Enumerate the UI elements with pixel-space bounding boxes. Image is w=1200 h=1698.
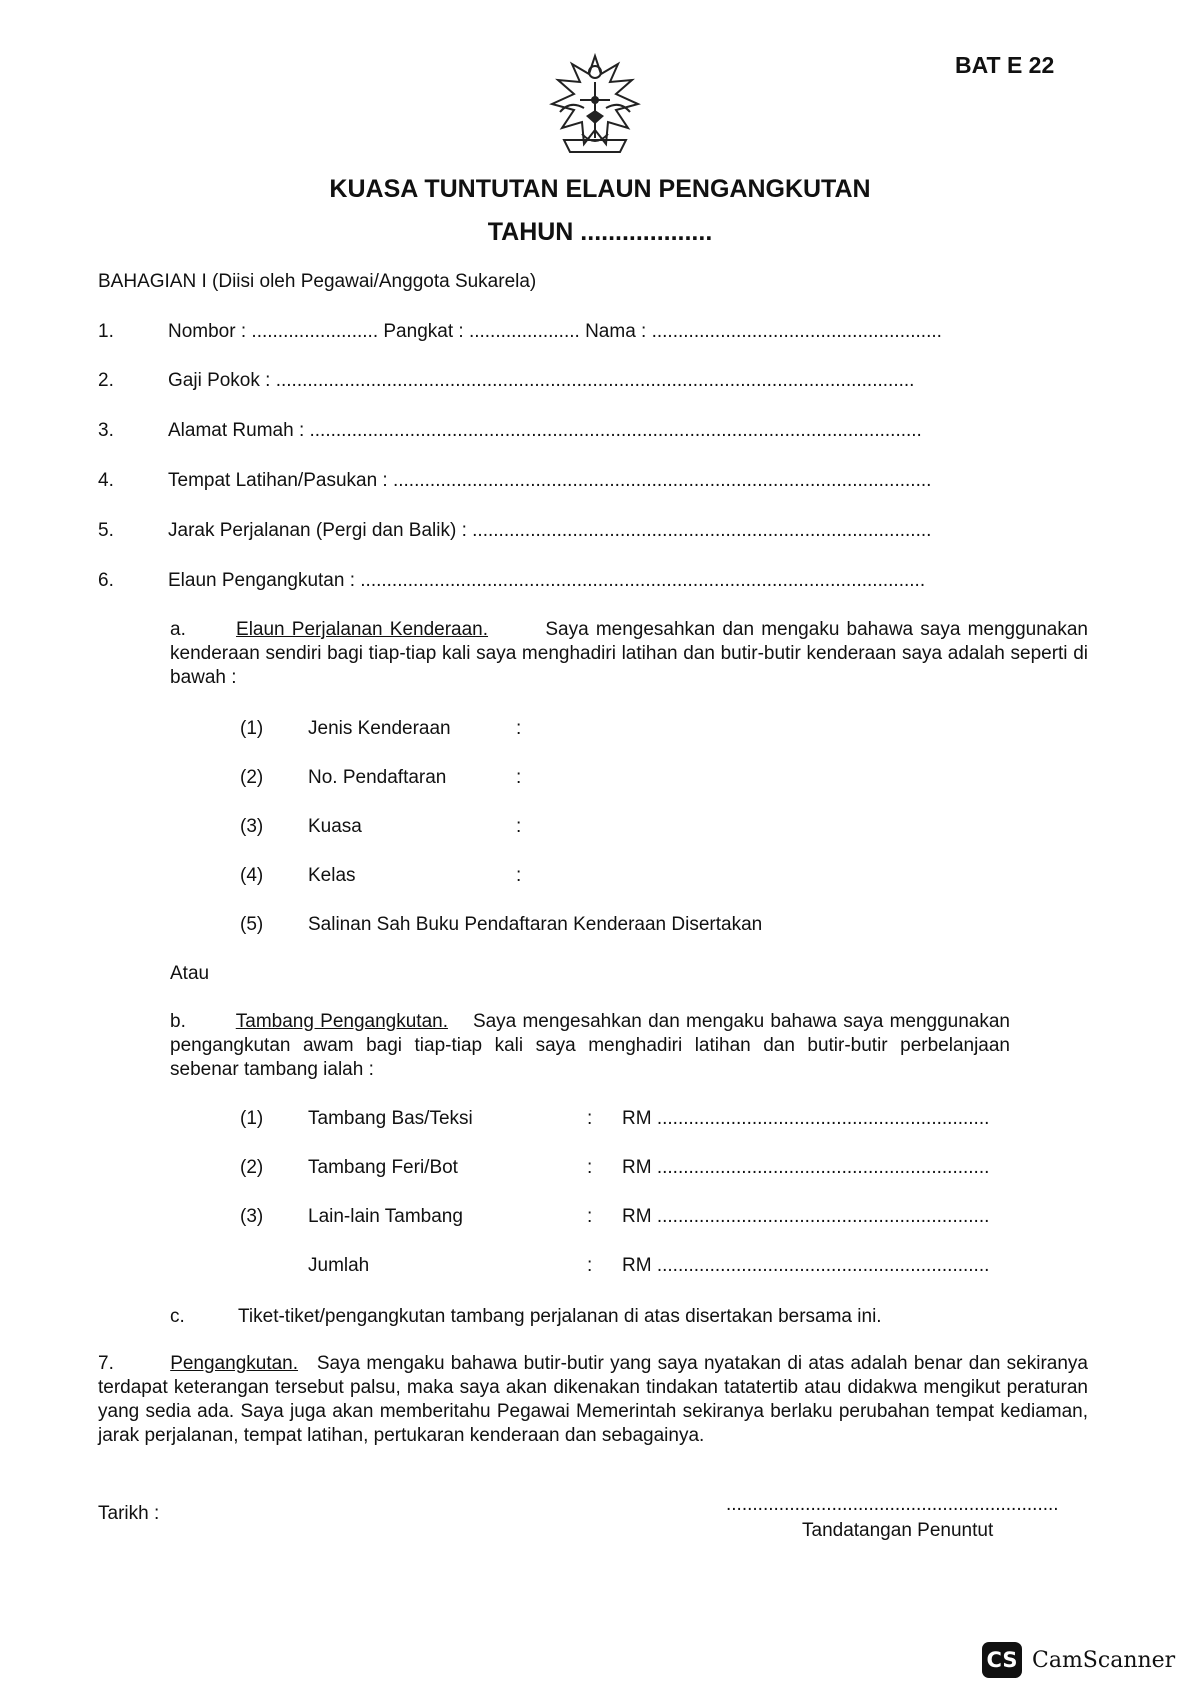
fare-number: (2) bbox=[240, 1157, 264, 1178]
section-a-body: Saya mengesahkan dan mengaku bahawa saya menggunakan kenderaan sendiri bagi tiap-tiap kali saya menghadiri latihan dan butir-butir kenderaan saya adalah seperti di bawah : bbox=[170, 619, 1088, 688]
item-line: Elaun Pengangkutan : ........................................................................................................... bbox=[168, 570, 926, 591]
fare-number: (1) bbox=[240, 1108, 264, 1129]
vehicle-field-label: No. Pendaftaran bbox=[308, 767, 447, 788]
section-c-text: Tiket-tiket/pengangkutan tambang perjalanan di atas disertakan bersama ini. bbox=[238, 1306, 882, 1327]
section-c-letter: c. bbox=[170, 1306, 185, 1327]
part-heading: BAHAGIAN I (Diisi oleh Pegawai/Anggota Sukarela) bbox=[98, 271, 537, 292]
section-b-heading: Tambang Pengangkutan. bbox=[235, 1011, 448, 1032]
item7-number: 7. bbox=[98, 1353, 114, 1374]
item-number: 4. bbox=[98, 470, 114, 491]
date-label: Tarikh : bbox=[98, 1503, 160, 1524]
vehicle-note-number: (5) bbox=[240, 914, 264, 935]
fare-label: Tambang Bas/Teksi bbox=[308, 1108, 473, 1129]
fare-total-label: Jumlah bbox=[308, 1255, 370, 1276]
camscanner-logo-icon: CS bbox=[982, 1642, 1022, 1678]
item-line: Alamat Rumah : .................................................................................................................... bbox=[168, 420, 922, 441]
item-number: 5. bbox=[98, 520, 114, 541]
vehicle-field-label: Kelas bbox=[308, 865, 356, 886]
vehicle-field-colon: : bbox=[516, 767, 522, 788]
fare-amount: RM ............................................................... bbox=[622, 1108, 990, 1129]
form-code: BAT E 22 bbox=[955, 52, 1055, 78]
vehicle-field-colon: : bbox=[516, 816, 522, 837]
or-text: Atau bbox=[170, 963, 210, 984]
vehicle-note: Salinan Sah Buku Pendaftaran Kenderaan Disertakan bbox=[308, 914, 763, 935]
fare-total-amount: RM ............................................................... bbox=[622, 1255, 990, 1276]
section-b-paragraph bbox=[170, 1010, 1010, 1082]
signature-label: Tandatangan Penuntut bbox=[802, 1520, 994, 1541]
section-a-paragraph bbox=[170, 618, 1088, 690]
item-line: Nombor : ........................ Pangkat : ..................... Nama : ....................................................... bbox=[168, 321, 942, 342]
camscanner-brand: CamScanner bbox=[1032, 1648, 1176, 1673]
section-a-letter: a. bbox=[170, 619, 186, 640]
fare-colon: : bbox=[587, 1206, 593, 1227]
item7-paragraph bbox=[98, 1352, 1088, 1448]
item-line: Gaji Pokok : ......................................................................................................................... bbox=[168, 370, 915, 391]
item-number: 6. bbox=[98, 570, 114, 591]
item7-body: Saya mengaku bahawa butir-butir yang saya nyatakan di atas adalah benar dan sekiranya terdapat keterangan tersebut palsu, maka saya akan dikenakan tindakan tatatertib atau didakwa mengikut peraturan yang sedia ada. Saya juga akan memberitahu Pegawai Memerintah sekiranya berlaku perubahan tempat kediaman, jarak perjalanan, tempat latihan, pertukaran kenderaan dan sebagainya. bbox=[98, 1353, 1088, 1446]
item-number: 2. bbox=[98, 370, 114, 391]
fare-label: Tambang Feri/Bot bbox=[308, 1157, 458, 1178]
form-title: KUASA TUNTUTAN ELAUN PENGANGKUTAN bbox=[329, 175, 871, 203]
item-line: Tempat Latihan/Pasukan : ...................................................................................................... bbox=[168, 470, 932, 491]
fare-colon: : bbox=[587, 1157, 593, 1178]
vehicle-field-number: (4) bbox=[240, 865, 264, 886]
fare-colon: : bbox=[587, 1108, 593, 1129]
fare-colon: : bbox=[587, 1255, 593, 1276]
section-a-heading: Elaun Perjalanan Kenderaan. bbox=[236, 619, 489, 640]
fare-amount: RM ............................................................... bbox=[622, 1206, 990, 1227]
year-line: TAHUN ................... bbox=[487, 218, 713, 246]
vehicle-field-label: Jenis Kenderaan bbox=[308, 718, 451, 739]
fare-number: (3) bbox=[240, 1206, 264, 1227]
vehicle-field-label: Kuasa bbox=[308, 816, 362, 837]
vehicle-field-number: (1) bbox=[240, 718, 264, 739]
item-number: 1. bbox=[98, 321, 114, 342]
crest-emblem-icon bbox=[540, 52, 650, 158]
vehicle-field-colon: : bbox=[516, 718, 522, 739]
vehicle-field-number: (3) bbox=[240, 816, 264, 837]
vehicle-field-number: (2) bbox=[240, 767, 264, 788]
vehicle-field-colon: : bbox=[516, 865, 522, 886]
item-line: Jarak Perjalanan (Pergi dan Balik) : ....................................................................................... bbox=[168, 520, 932, 541]
fare-label: Lain-lain Tambang bbox=[308, 1206, 463, 1227]
fare-amount: RM ............................................................... bbox=[622, 1157, 990, 1178]
section-b-letter: b. bbox=[170, 1011, 186, 1032]
section-b-body: Saya mengesahkan dan mengaku bahawa saya menggunakan pengangkutan awam bagi tiap-tiap kali saya menghadiri latihan dan butir-butir perbelanjaan sebenar tambang ialah : bbox=[170, 1011, 1010, 1080]
item-number: 3. bbox=[98, 420, 114, 441]
item7-heading: Pengangkutan. bbox=[170, 1353, 299, 1374]
signature-line: ............................................................... bbox=[726, 1494, 1059, 1515]
